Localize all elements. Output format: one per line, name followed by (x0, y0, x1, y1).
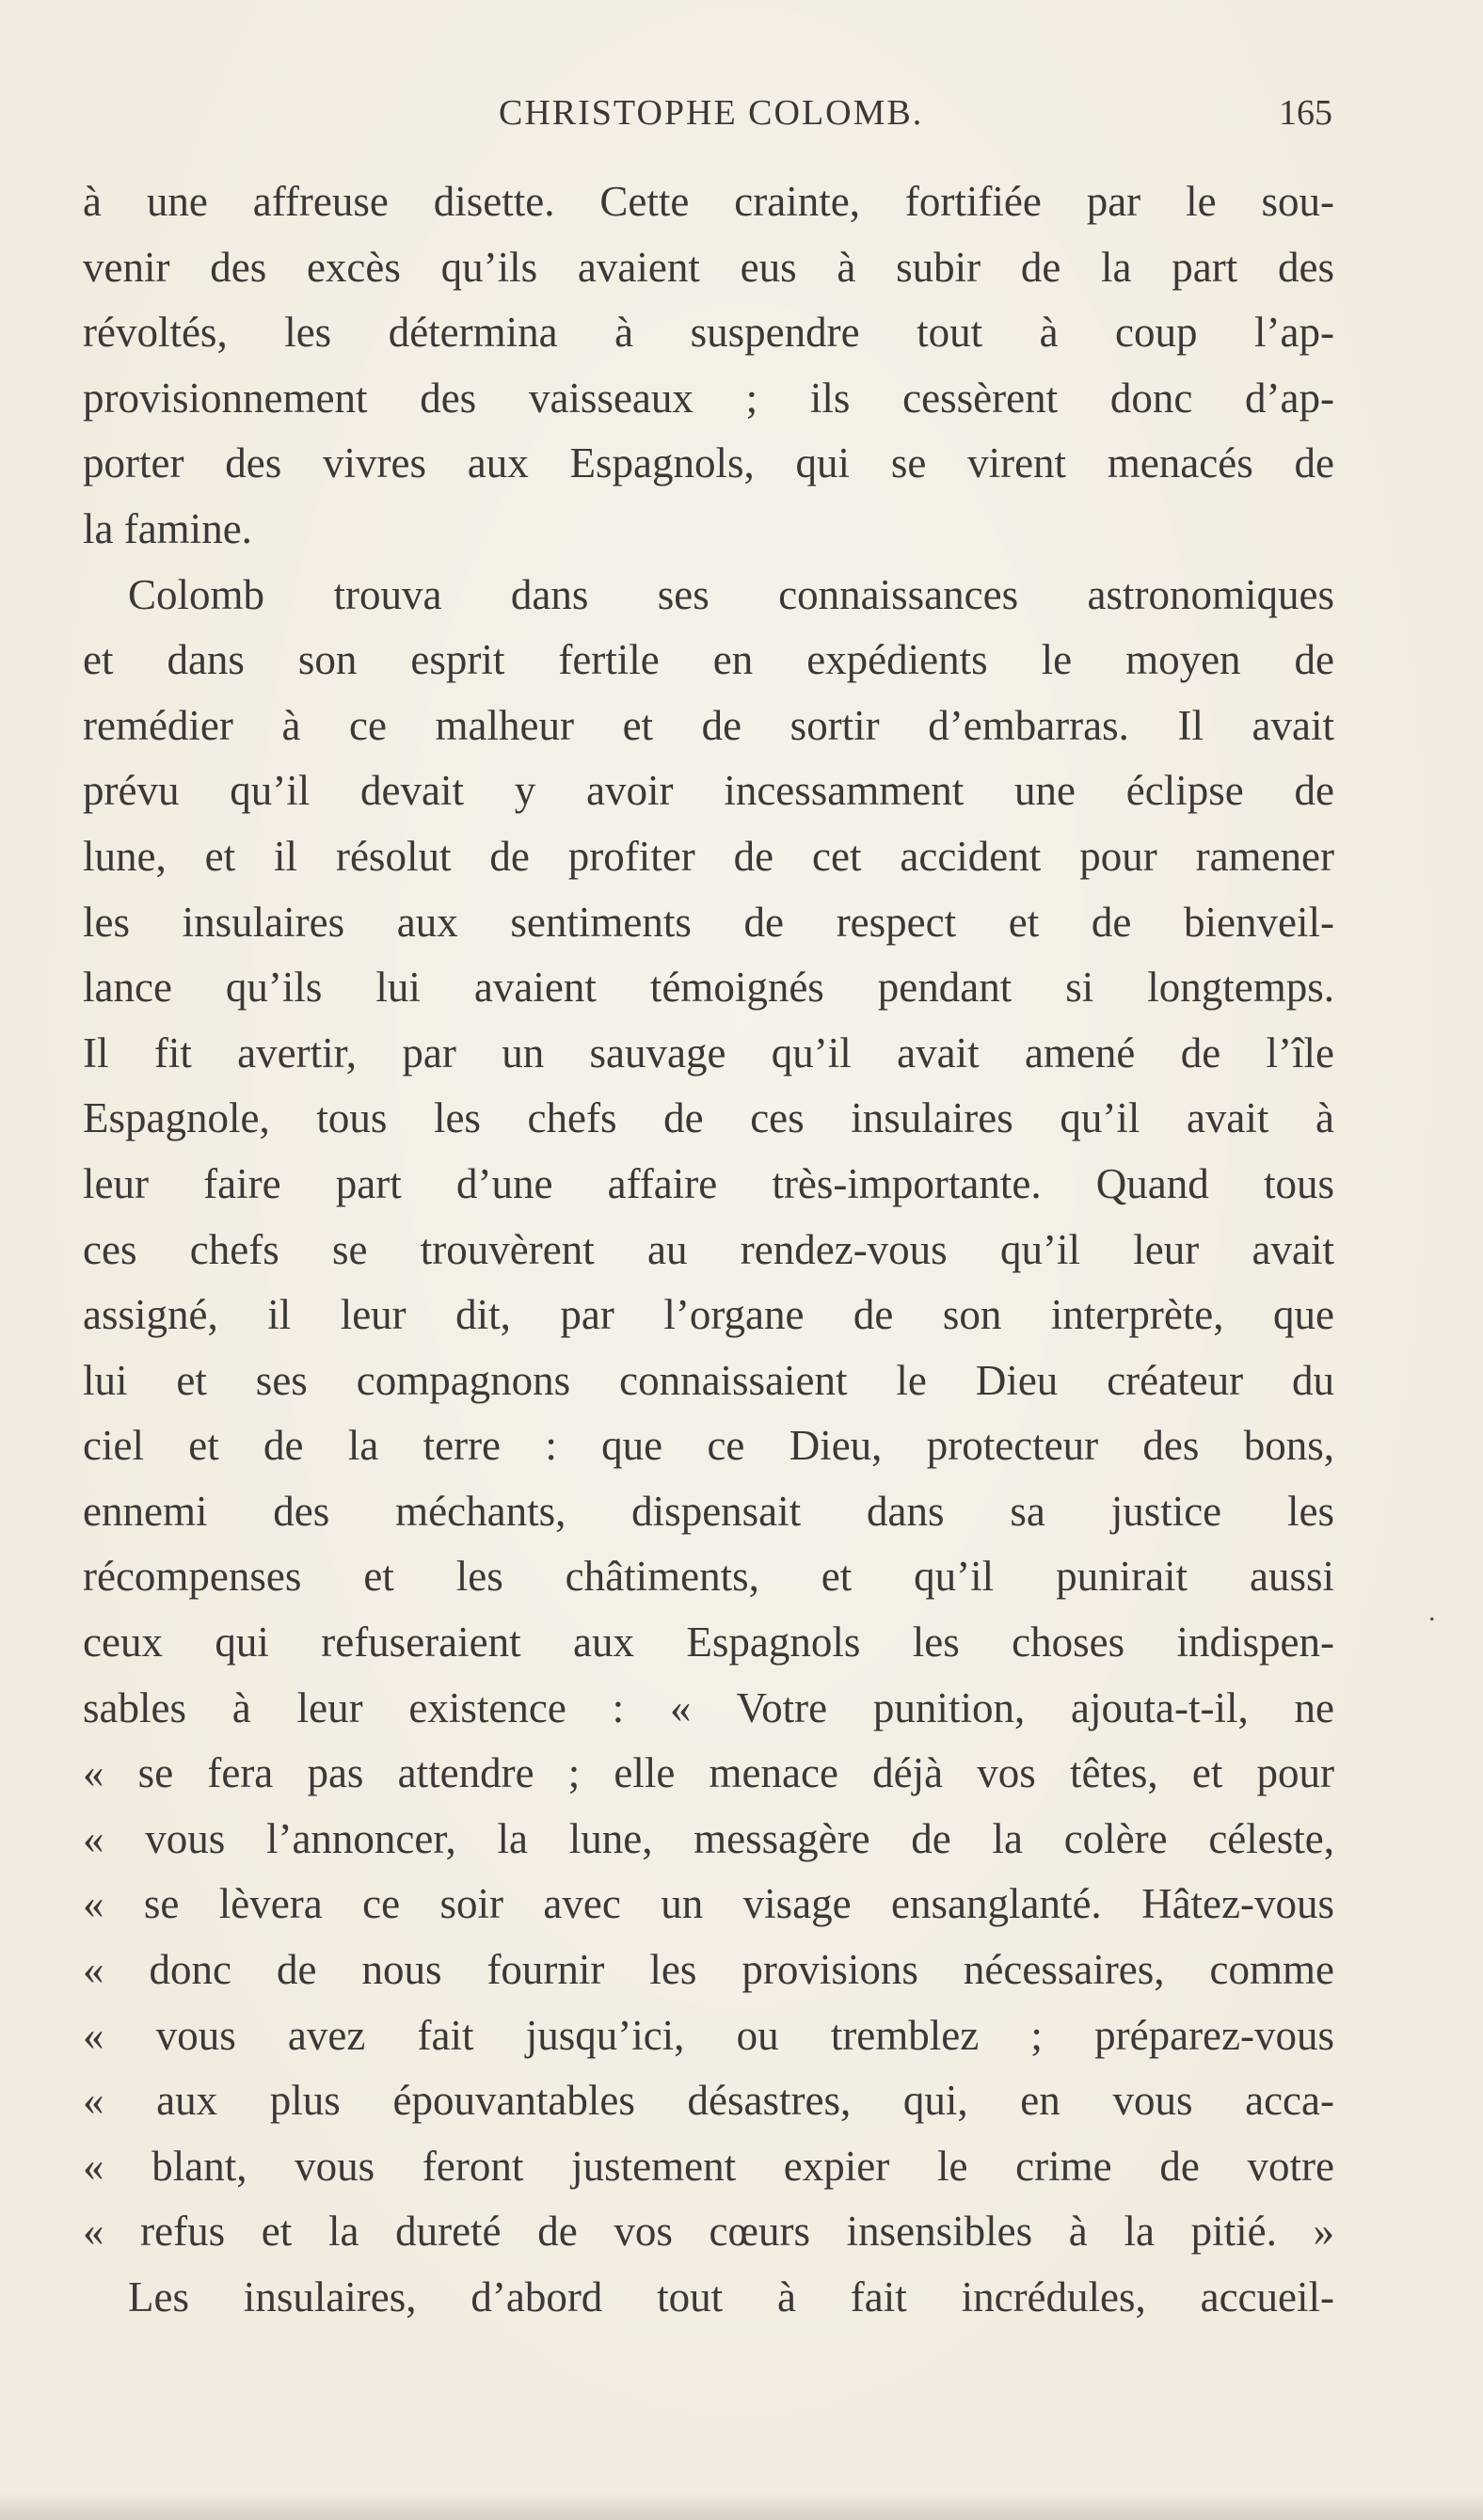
text-line: prévu qu’il devait y avoir incessamment une éclipse de (83, 767, 1334, 815)
text-line: ennemi des méchants, dispensait dans sa justice les (83, 1487, 1334, 1535)
text-line: « donc de nous fournir les provisions nécessaires, comme (83, 1946, 1334, 1994)
text-line: sables à leur existence : « Votre punition, ajouta-t-il, ne (83, 1683, 1334, 1731)
text-line: venir des excès qu’ils avaient eus à subir de la part des (83, 243, 1334, 291)
body-text (83, 169, 1334, 2331)
text-line: récompenses et les châtiments, et qu’il punirait aussi (83, 1553, 1334, 1601)
text-line: « blant, vous feront justement expier le crime de votre (83, 2142, 1334, 2190)
text-line: ceux qui refuseraient aux Espagnols les choses indispen- (83, 1619, 1334, 1667)
page-header (0, 92, 1483, 145)
text-line: Espagnole, tous les chefs de ces insulaires qu’il avait à (83, 1094, 1334, 1142)
text-line: révoltés, les détermina à suspendre tout à coup l’ap- (83, 309, 1334, 357)
text-line: « aux plus épouvantables désastres, qui, en vous acca- (83, 2077, 1334, 2125)
text-line: lui et ses compagnons connaissaient le Dieu créateur du (83, 1356, 1334, 1404)
text-line: porter des vivres aux Espagnols, qui se virent menacés de (83, 439, 1334, 487)
running-title: CHRISTOPHE COLOMB. (499, 93, 924, 133)
text-line: à une affreuse disette. Cette crainte, fortifiée par le sou- (83, 178, 1334, 225)
text-line: Il fit avertir, par un sauvage qu’il avait amené de l’île (83, 1029, 1334, 1077)
text-line: assigné, il leur dit, par l’organe de son interprète, que (83, 1291, 1334, 1339)
text-line: Colomb trouva dans ses connaissances astronomiques (128, 570, 1334, 618)
text-line: leur faire part d’une affaire très-importante. Quand tous (83, 1159, 1334, 1207)
page-bottom-edge (0, 2492, 1483, 2520)
text-line: « vous l’annoncer, la lune, messagère de la colère céleste, (83, 1814, 1334, 1862)
text-line: « se lèvera ce soir avec un visage ensanglanté. Hâtez-vous (83, 1880, 1334, 1928)
text-line: ciel et de la terre : que ce Dieu, protecteur des bons, (83, 1422, 1334, 1470)
text-line: provisionnement des vaisseaux ; ils cessèrent donc d’ap- (83, 374, 1334, 422)
text-line: les insulaires aux sentiments de respect et de bienveil- (83, 898, 1334, 946)
text-line: ces chefs se trouvèrent au rendez-vous qu’il leur avait (83, 1225, 1334, 1273)
text-line: remédier à ce malheur et de sortir d’embarras. Il avait (83, 701, 1334, 749)
text-line: la famine. (83, 504, 252, 552)
text-line: « se fera pas attendre ; elle menace déjà vos têtes, et pour (83, 1749, 1334, 1797)
text-line: Les insulaires, d’abord tout à fait incrédules, accueil- (128, 2273, 1334, 2321)
page-number: 165 (1279, 93, 1332, 133)
text-line: « vous avez fait jusqu’ici, ou tremblez ; préparez-vous (83, 2011, 1334, 2059)
margin-mark: . (1428, 1596, 1436, 1627)
text-line: lune, et il résolut de profiter de cet accident pour ramener (83, 832, 1334, 880)
text-line: « refus et la dureté de vos cœurs insensibles à la pitié. » (83, 2208, 1334, 2256)
text-line: lance qu’ils lui avaient témoignés pendant si longtemps. (83, 964, 1334, 1012)
text-line: et dans son esprit fertile en expédients le moyen de (83, 636, 1334, 684)
